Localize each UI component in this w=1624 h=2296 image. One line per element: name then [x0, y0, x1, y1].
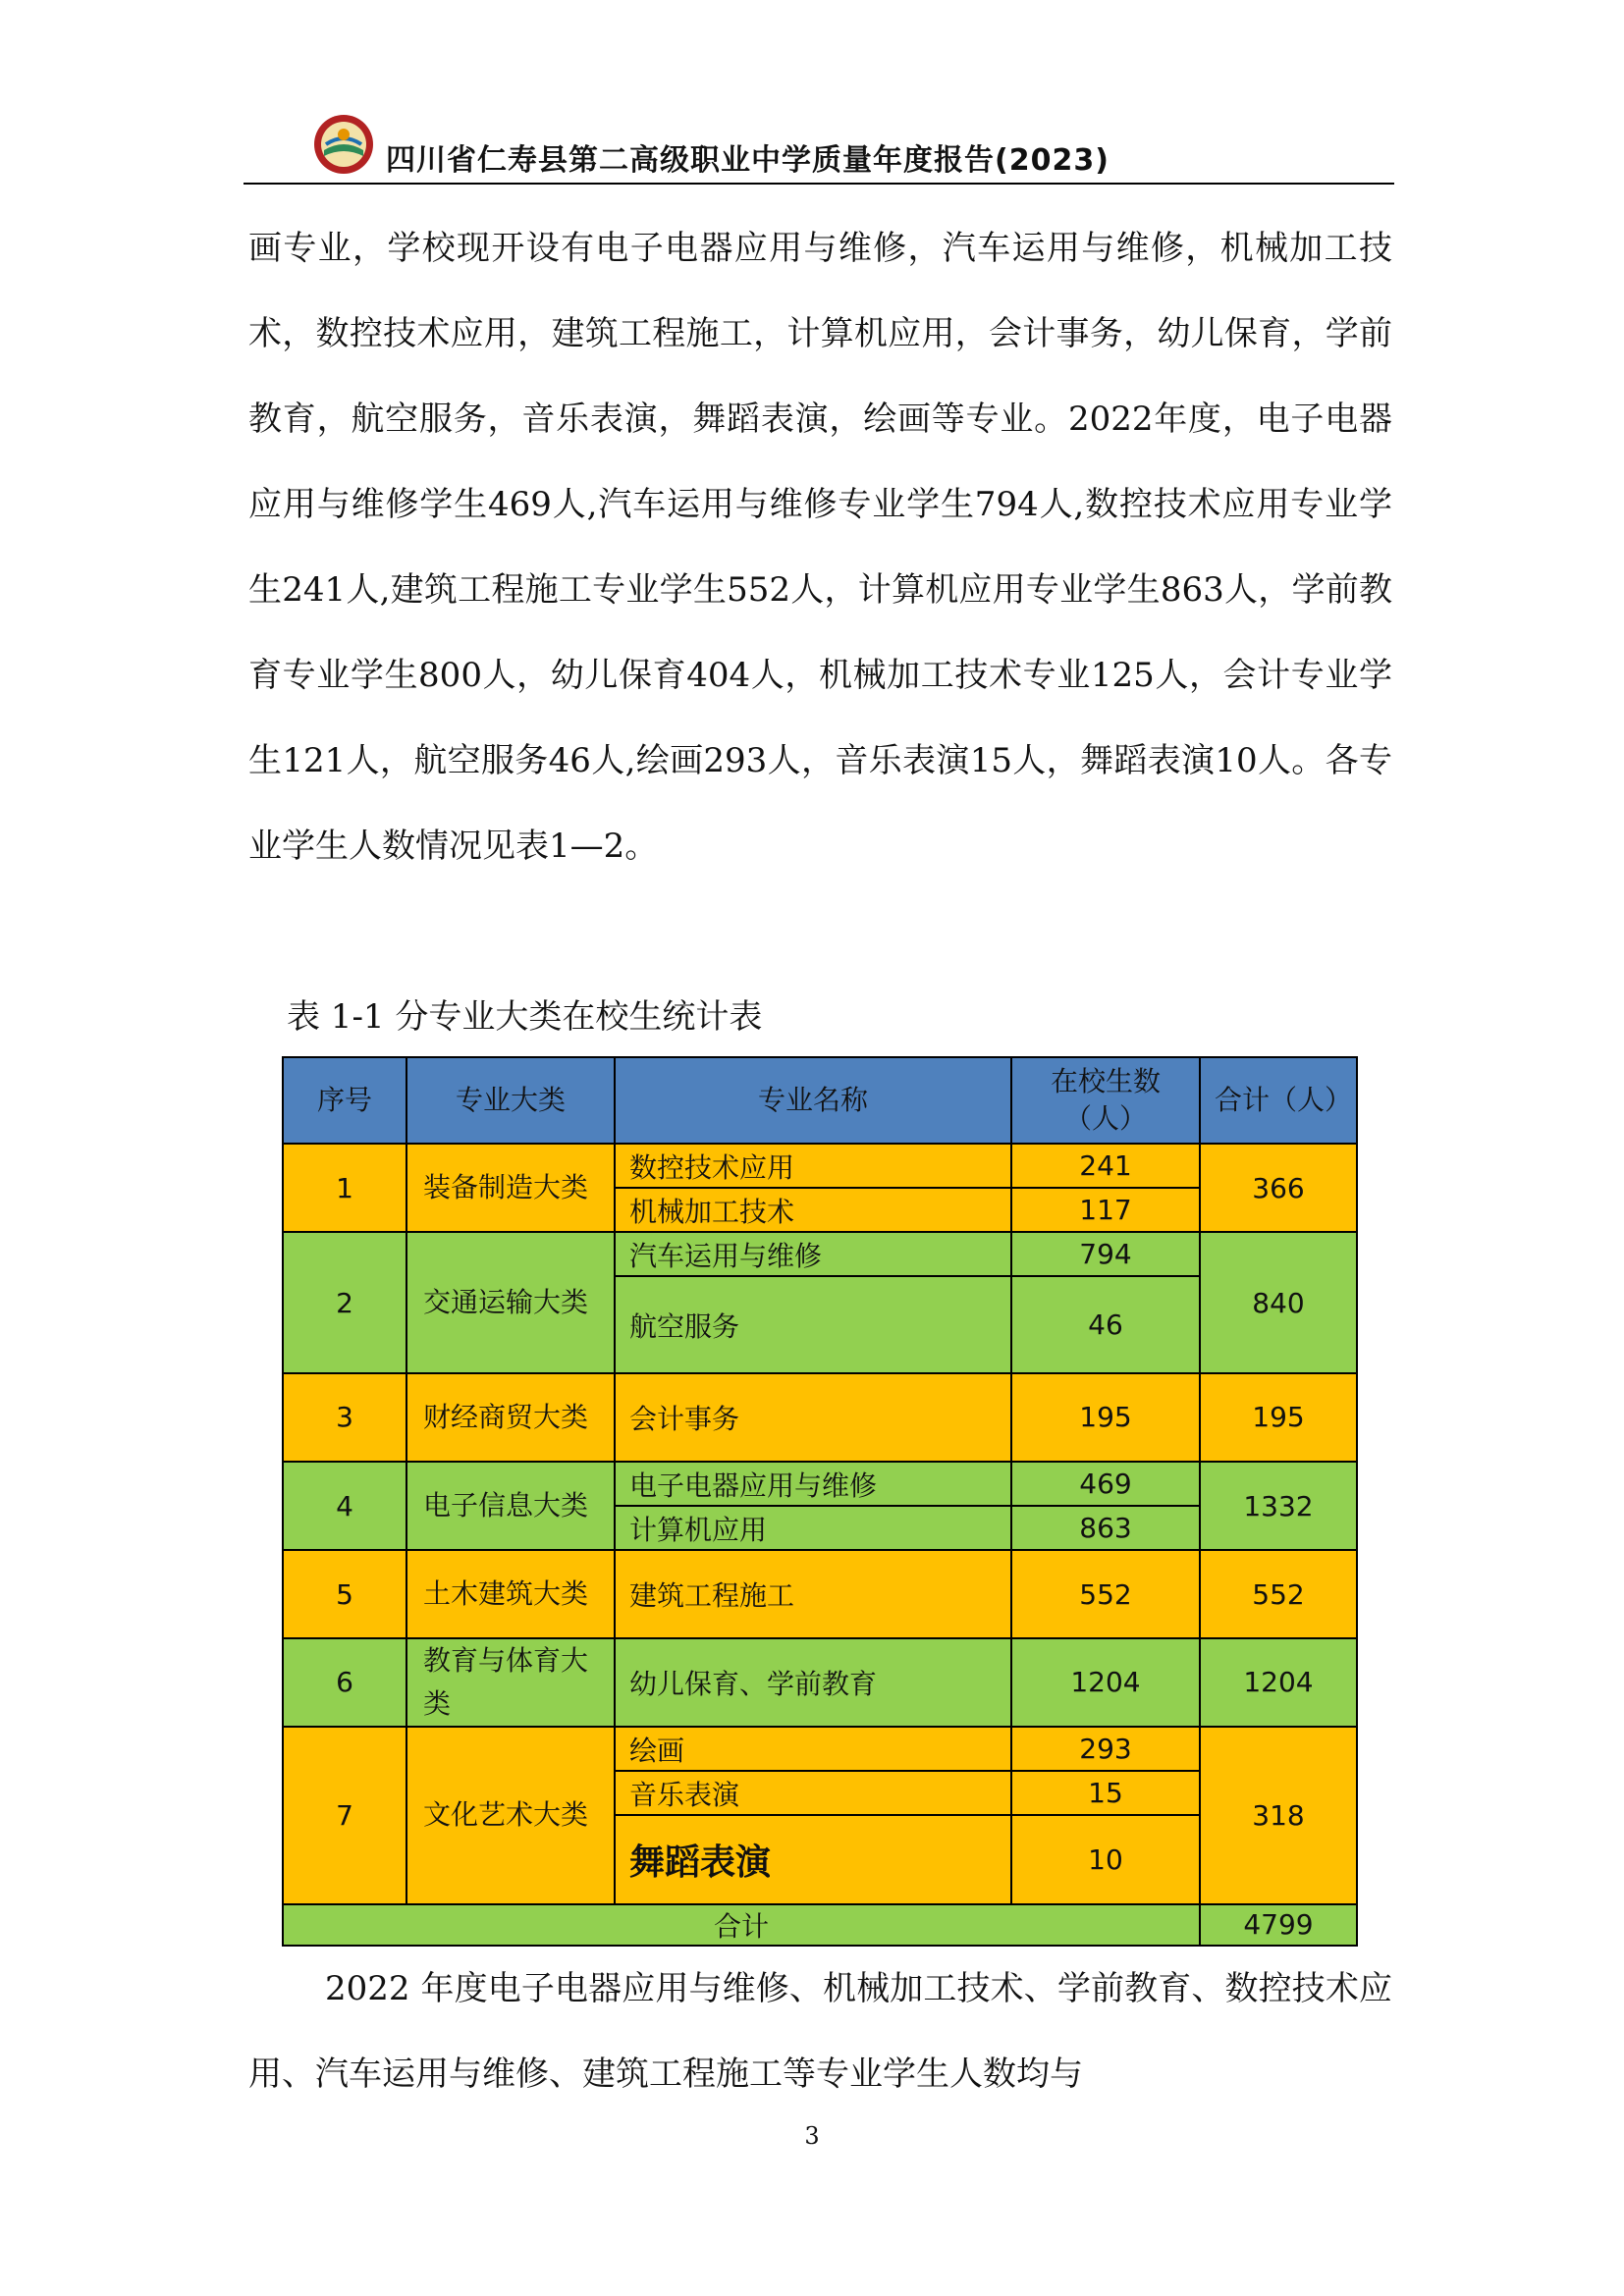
table-row	[283, 1550, 1357, 1637]
group-total: 840	[1200, 1232, 1357, 1373]
row-number: 1	[283, 1144, 406, 1232]
group-total: 318	[1200, 1727, 1357, 1904]
header-divider	[244, 183, 1394, 185]
student-count: 15	[1011, 1771, 1200, 1815]
header-cell: 专业名称	[615, 1057, 1011, 1144]
major-name: 电子电器应用与维修	[615, 1462, 1011, 1506]
group-total: 552	[1200, 1550, 1357, 1637]
header-cell: 序号	[283, 1057, 406, 1144]
student-count: 1204	[1011, 1638, 1200, 1727]
row-number: 5	[283, 1550, 406, 1637]
report-title: 四川省仁寿县第二高级职业中学质量年度报告(2023)	[386, 143, 1110, 178]
student-count: 794	[1011, 1232, 1200, 1276]
major-name: 航空服务	[615, 1276, 1011, 1372]
major-name: 幼儿保育、学前教育	[615, 1638, 1011, 1727]
category-cell: 文化艺术大类	[406, 1727, 615, 1904]
table-row	[283, 1462, 1357, 1506]
major-name: 会计事务	[615, 1373, 1011, 1462]
major-name: 音乐表演	[615, 1771, 1011, 1815]
table-caption: 表 1-1 分专业大类在校生统计表	[287, 997, 763, 1037]
student-count: 195	[1011, 1373, 1200, 1462]
page-number: 3	[804, 2122, 820, 2150]
table-row	[283, 1727, 1357, 1771]
school-emblem-icon	[312, 113, 375, 176]
row-number: 4	[283, 1462, 406, 1550]
enrollment-table	[282, 1056, 1356, 1947]
table-total-row	[283, 1904, 1357, 1946]
student-count: 863	[1011, 1506, 1200, 1550]
header-cell: 专业大类	[406, 1057, 615, 1144]
student-count: 241	[1011, 1144, 1200, 1188]
table-row	[283, 1373, 1357, 1462]
major-name: 机械加工技术	[615, 1188, 1011, 1232]
header-cell: 在校生数（人）	[1011, 1057, 1200, 1144]
student-count: 117	[1011, 1188, 1200, 1232]
category-cell: 土木建筑大类	[406, 1550, 615, 1637]
major-name: 计算机应用	[615, 1506, 1011, 1550]
student-count: 10	[1011, 1815, 1200, 1903]
student-count: 469	[1011, 1462, 1200, 1506]
category-cell: 交通运输大类	[406, 1232, 615, 1373]
row-number: 3	[283, 1373, 406, 1462]
table-row	[283, 1638, 1357, 1727]
major-name: 绘画	[615, 1727, 1011, 1771]
row-number: 2	[283, 1232, 406, 1373]
major-name: 舞蹈表演	[615, 1815, 1011, 1903]
total-label: 合计	[283, 1904, 1200, 1946]
category-cell: 财经商贸大类	[406, 1373, 615, 1462]
group-total: 366	[1200, 1144, 1357, 1232]
student-count: 46	[1011, 1276, 1200, 1372]
major-name: 数控技术应用	[615, 1144, 1011, 1188]
header-cell: 合计（人）	[1200, 1057, 1357, 1144]
group-total: 1204	[1200, 1638, 1357, 1727]
category-cell: 教育与体育大类	[406, 1638, 615, 1727]
grand-total: 4799	[1200, 1904, 1357, 1946]
table-row	[283, 1232, 1357, 1276]
page-header	[244, 108, 1394, 187]
major-name: 汽车运用与维修	[615, 1232, 1011, 1276]
paragraph-2: 2022 年度电子电器应用与维修、机械加工技术、学前教育、数控技术应用、汽车运用与维修、建筑工程施工等专业学生人数均与	[248, 1969, 1392, 2094]
body-text	[248, 206, 1392, 889]
paragraph-1: 画专业，学校现开设有电子电器应用与维修，汽车运用与维修，机械加工技术，数控技术应用，建筑工程施工，计算机应用，会计事务，幼儿保育，学前教育，航空服务，音乐表演，舞蹈表演，绘画等专业。2022年度，电子电器应用与维修学生469人,汽车运用与维修专业学生794人,数控技术应用专业学生241人,建筑工程施工专业学生552人，计算机应用专业学生863人，学前教育专业学生800人，幼儿保育404人，机械加工技术专业125人，会计专业学生121人，航空服务46人,绘画293人，音乐表演15人，舞蹈表演10人。各专业学生人数情况见表1—2。	[248, 229, 1392, 866]
student-count: 552	[1011, 1550, 1200, 1637]
student-count: 293	[1011, 1727, 1200, 1771]
table-row	[283, 1144, 1357, 1188]
group-total: 1332	[1200, 1462, 1357, 1550]
row-number: 7	[283, 1727, 406, 1904]
body-text-2	[248, 1947, 1392, 2117]
group-total: 195	[1200, 1373, 1357, 1462]
category-cell: 装备制造大类	[406, 1144, 615, 1232]
table-header-row	[283, 1057, 1357, 1144]
category-cell: 电子信息大类	[406, 1462, 615, 1550]
row-number: 6	[283, 1638, 406, 1727]
major-name: 建筑工程施工	[615, 1550, 1011, 1637]
